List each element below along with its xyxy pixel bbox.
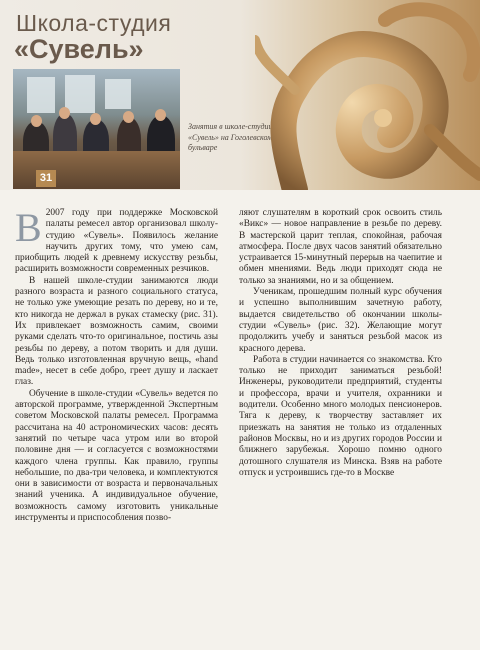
wood-carving-image xyxy=(255,0,480,190)
paragraph-4: ляют слушателям в короткий срок освоить стиль «Викс» — новое направление в резьбе по дереву. В мастерской царит теплая, спокойная, рабочая атмосфера. После двух часов занятий обязательно устраивается 15-минутный перерыв на чаепитие и обмен мнениями. Ведь люди приходят сюда не только за знаниями, но и за общением. xyxy=(239,208,442,286)
header-banner xyxy=(0,0,480,190)
photo-caption: Занятия в школе-студии «Сувель» на Гоголевском бульваре xyxy=(188,122,273,152)
paragraph-2: В нашей школе-студии занимаются люди разного возраста и разного социального статуса, не только уже умеющие резать по дереву, но и те, кто никогда не держал в руках стамеску (рис. 31). Их привлекает возможность самим, своими руками сделать что-то оригинальное, постичь азы резьбы по дереву, а потом творить и для души. Ведь только изготовленная вручную вещь, «hand made», несет в себе добро, греет душу и ласкает глаз. xyxy=(15,275,218,388)
paragraph-3: Обучение в школе-студии «Сувель» ведется по авторской программе, утвержденной Экспертным советом Московской палаты ремесел. Программа рассчитана на 40 астрономических часов: десять занятий по четыре часа утром или во второй половине дня — и согласуется с возможностями каждого члена группы. Как правило, группы небольшие, по два-три человека, и комплектуются они в зависимости от возраста и первоначальных знаний ученика. А индивидуальное обучение, возможность самому изготовить уникальные инструменты и приспособления позво- xyxy=(15,388,218,524)
paragraph-1: В 2007 году при поддержке Московской палаты ремесел автор организовал школу-студию «Сувель». Появилось желание научить других тому, что умею сам, приобщить людей к древнему искусству резьбы, расширить возможности современных резчиков. xyxy=(15,205,218,275)
page-title-name: «Сувель» xyxy=(14,34,144,64)
article-left-column xyxy=(15,205,218,524)
paragraph-6: Работа в студии начинается со знакомства. Кто только не приходит заниматься резьбой! Инженеры, руководители предприятий, студенты и профессора, врачи и учителя, охранники и водители. Особенно много молодых пенсионеров. Тяга к дереву, к творчеству заставляет их приезжать на занятия не только из отдаленных районов Москвы, но и из других городов России и ближнего зарубежья. Хорошо помню одного дотошного слушателя из Минска. Взяв на работе отпуск и устроившись где-то в Москве xyxy=(239,354,442,478)
paragraph-5: Ученикам, прошедшим полный курс обучения и успешно выполнившим зачетную работу, выдается свидетельство об окончании школы-студии «Сувель» (рис. 32). Желающие могут продолжить учебу и заняться резьбой масок из красного дерева. xyxy=(239,287,442,354)
figure-number-badge: 31 xyxy=(36,170,56,187)
dropcap-letter: В xyxy=(15,205,42,250)
page-title: Школа-студия xyxy=(16,10,172,36)
article-right-column xyxy=(239,208,442,479)
